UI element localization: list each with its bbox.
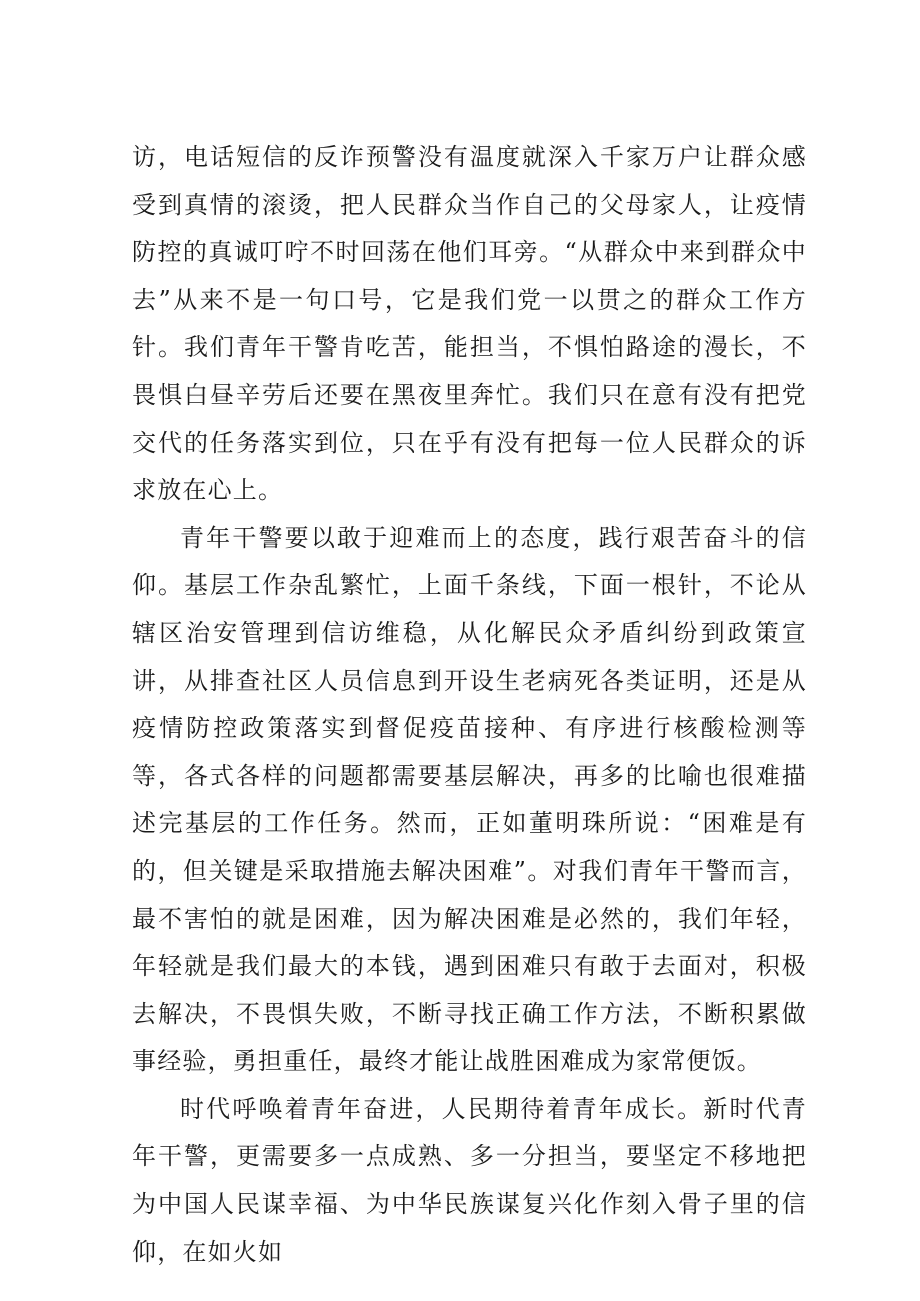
document-body: [132, 134, 807, 1276]
paragraph-era: 时代呼唤着青年奋进，人民期待着青年成长。新时代青年干警，更需要多一点成熟、多一分担当，要坚定不移地把为中国人民谋幸福、为中华民族谋复兴化作刻入骨子里的信仰，在如火如: [132, 1094, 807, 1266]
paragraph-hardship: 青年干警要以敢于迎难而上的态度，践行艰苦奋斗的信仰。基层工作杂乱繁忙，上面千条线，下面一根针，不论从辖区治安管理到信访维稳，从化解民众矛盾纠纷到政策宣讲，从排查社区人员信息到开设生老病死各类证明，还是从疫情防控政策落实到督促疫苗接种、有序进行核酸检测等等，各式各样的问题都需要基层解决，再多的比喻也很难描述完基层的工作任务。然而，正如董明珠所说：“困难是有的，但关键是采取措施去解决困难”。对我们青年干警而言，最不害怕的就是困难，因为解决困难是必然的，我们年轻，年轻就是我们最大的本钱，遇到困难只有敢于去面对，积极去解决，不畏惧失败，不断寻找正确工作方法，不断积累做事经验，勇担重任，最终才能让战胜困难成为家常便饭。: [132, 523, 807, 1076]
paragraph-continuation: 访，电话短信的反诈预警没有温度就深入千家万户让群众感受到真情的滚烫，把人民群众当作自己的父母家人，让疫情防控的真诚叮咛不时回荡在他们耳旁。“从群众中来到群众中去”从来不是一句口号，它是我们党一以贯之的群众工作方针。我们青年干警肯吃苦，能担当，不惧怕路途的漫长，不畏惧白昼辛劳后还要在黑夜里奔忙。我们只在意有没有把党交代的任务落实到位，只在乎有没有把每一位人民群众的诉求放在心上。: [132, 143, 807, 505]
